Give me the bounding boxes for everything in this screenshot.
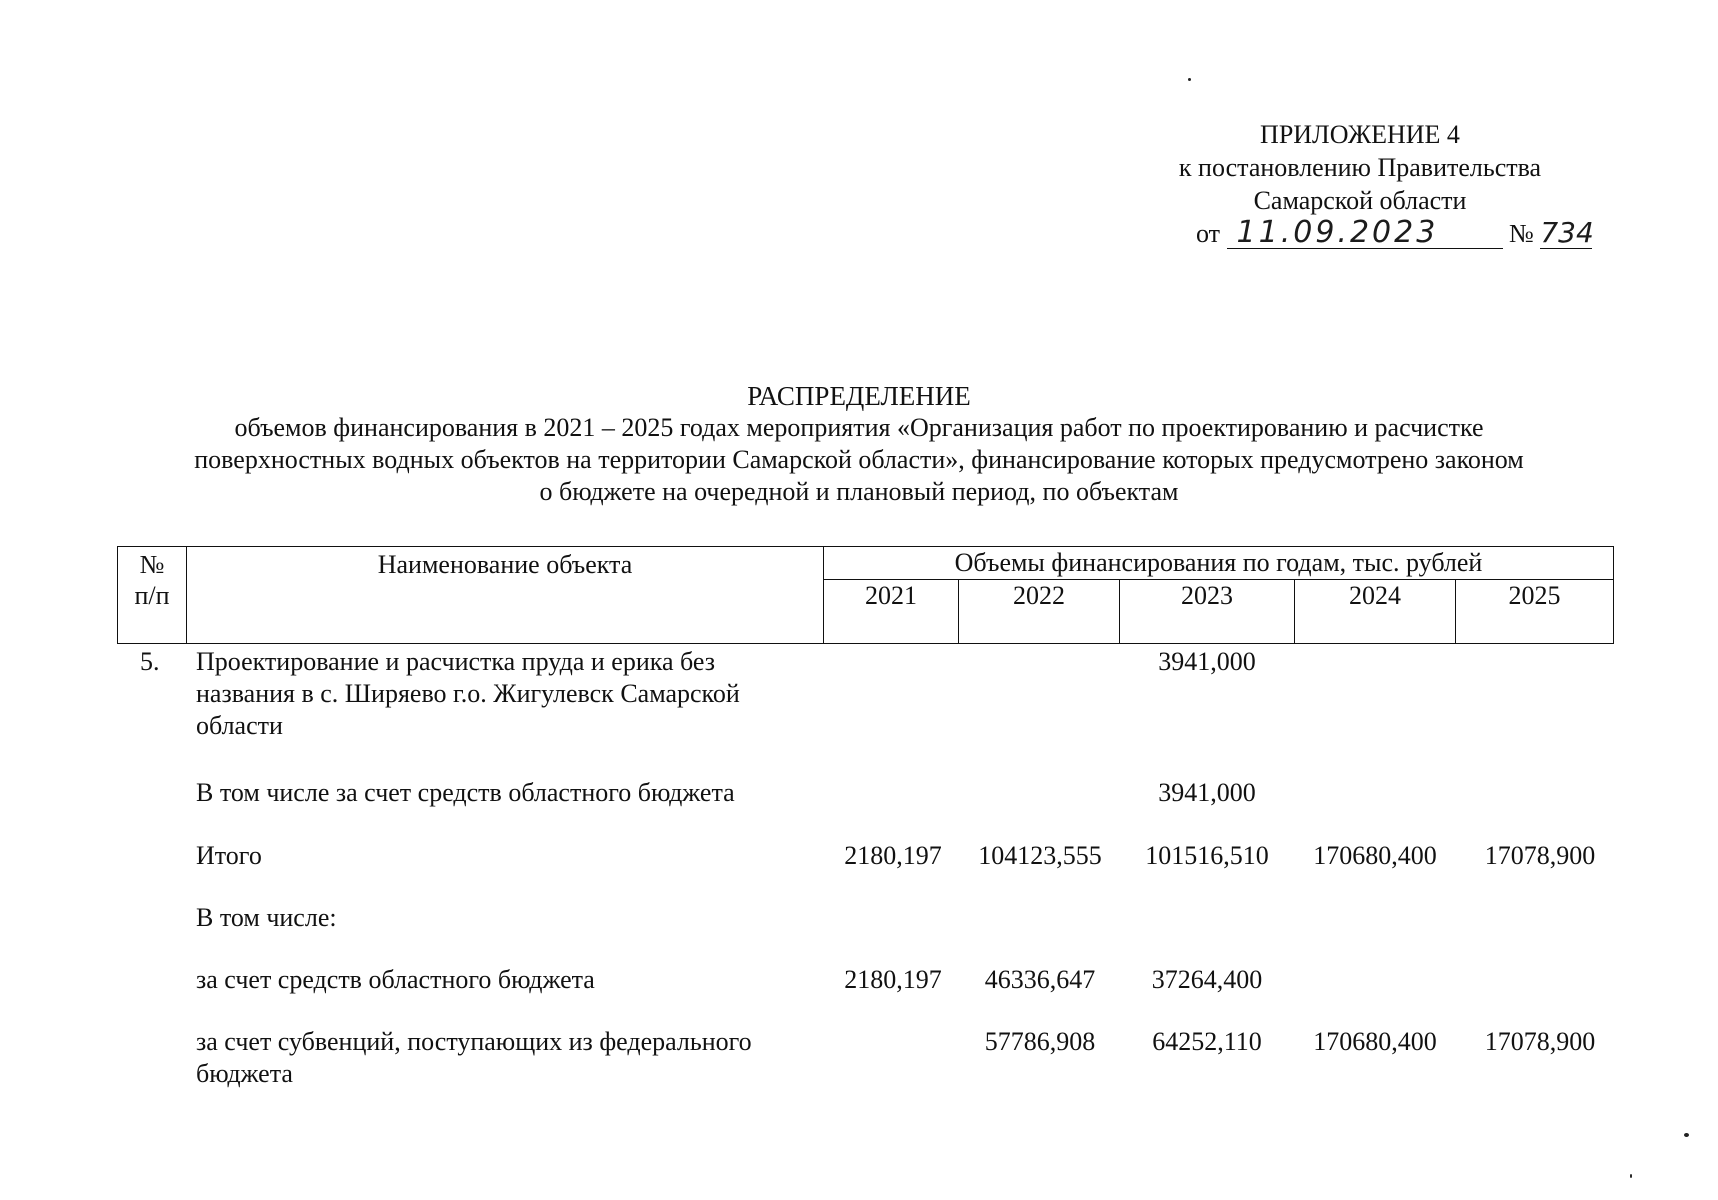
row-object-name: В том числе:: [196, 903, 337, 932]
from-label: от: [1196, 219, 1221, 248]
row-value-2023: 3941,000: [1158, 647, 1256, 676]
header-year-2021: 2021: [824, 580, 959, 644]
row-name-line: бюджета: [196, 1059, 293, 1088]
row-value-2024: 170680,400: [1313, 1027, 1437, 1056]
title-line-3: о бюджете на очередной и плановый период, по объектам: [539, 477, 1179, 506]
funding-table-header: [117, 546, 1614, 644]
row-value-2021: 2180,197: [844, 965, 942, 994]
row-object-name: за счет средств областного бюджета: [196, 965, 595, 994]
appendix-label: ПРИЛОЖЕНИЕ 4: [1260, 120, 1460, 149]
header-funding-group: Объемы финансирования по годам, тыс. рублей: [824, 547, 1614, 580]
scan-speck: [1630, 1174, 1632, 1178]
header-number-symbol: №: [139, 550, 165, 579]
row-value-2023: 101516,510: [1145, 841, 1269, 870]
title-line-1: объемов финансирования в 2021 – 2025 годах мероприятия «Организация работ по проектированию и расчистке: [234, 413, 1484, 442]
row-value-2025: 17078,900: [1484, 1027, 1596, 1056]
row-object-name: Итого: [196, 841, 262, 870]
header-year-2025: 2025: [1456, 580, 1614, 644]
handwritten-date: 11.09.2023: [1227, 218, 1503, 249]
row-value-2024: 170680,400: [1313, 841, 1437, 870]
header-year-2023: 2023: [1120, 580, 1295, 644]
scan-speck: [1188, 78, 1191, 81]
appendix-line-3: Самарской области: [1253, 186, 1467, 215]
handwritten-number: 734: [1540, 216, 1594, 249]
appendix-line-2: к постановлению Правительства: [1178, 153, 1542, 182]
header-year-2024: 2024: [1295, 580, 1456, 644]
row-object-name: В том числе за счет средств областного бюджета: [196, 778, 735, 807]
row-object-name: [196, 646, 816, 742]
row-value-2023: 3941,000: [1158, 778, 1256, 807]
decree-date-number: [1196, 215, 1616, 250]
row-name-line: названия в с. Ширяево г.о. Жигулевск Самарской: [196, 679, 740, 708]
number-label: №: [1509, 219, 1534, 248]
row-object-name: [196, 1026, 816, 1090]
header-year-2022: 2022: [959, 580, 1120, 644]
row-value-2025: 17078,900: [1484, 841, 1596, 870]
row-value-2021: 2180,197: [844, 841, 942, 870]
row-number: 5.: [140, 647, 160, 676]
row-name-line: за счет субвенций, поступающих из федерального: [196, 1027, 752, 1056]
row-value-2023: 64252,110: [1152, 1027, 1262, 1056]
document-title: [100, 380, 1618, 508]
row-name-line: области: [196, 711, 283, 740]
appendix-header: [1150, 118, 1570, 217]
row-value-2023: 37264,400: [1151, 965, 1263, 994]
title-line-2: поверхностных водных объектов на территории Самарской области», финансирование которых предусмотрено законом: [194, 445, 1524, 474]
row-value-2022: 46336,647: [984, 965, 1096, 994]
header-number-pp: п/п: [134, 581, 170, 610]
header-number-cell: [118, 547, 187, 644]
scan-speck: [1684, 1133, 1689, 1137]
header-object-name: Наименование объекта: [187, 547, 824, 644]
row-name-line: Проектирование и расчистка пруда и ерика без: [196, 647, 716, 676]
row-value-2022: 57786,908: [984, 1027, 1096, 1056]
title-heading: РАСПРЕДЕЛЕНИЕ: [747, 381, 971, 411]
row-value-2022: 104123,555: [978, 841, 1102, 870]
